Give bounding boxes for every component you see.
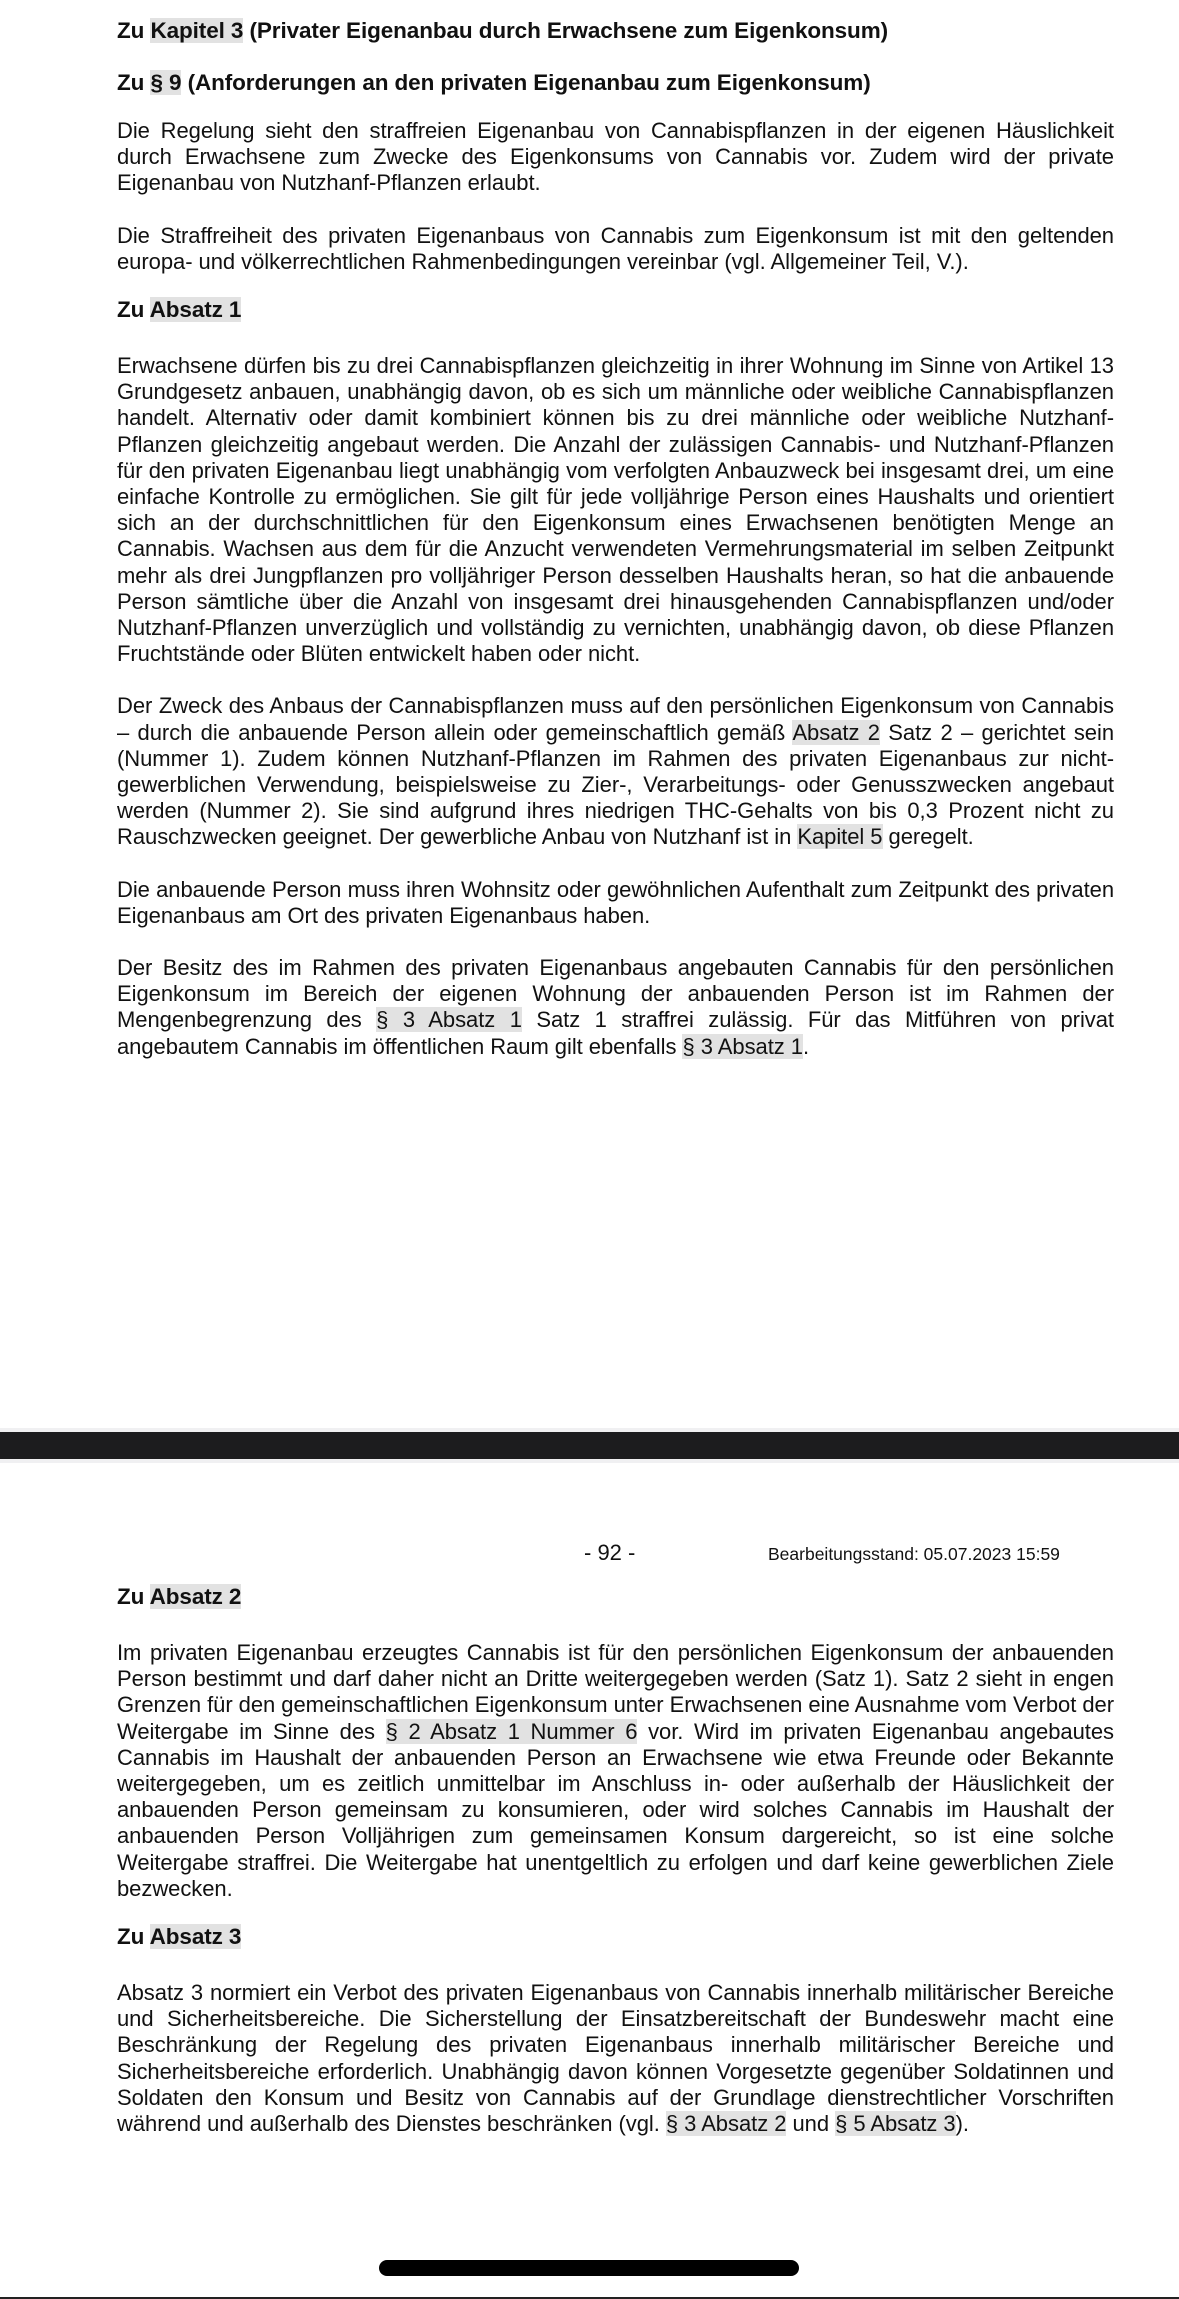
link-kapitel-5[interactable]: Kapitel 5	[797, 824, 883, 850]
link-absatz-3[interactable]: Absatz 3	[149, 1924, 242, 1950]
absatz-2-paragraph: Im privaten Eigenanbau erzeugtes Cannabis ist für den persönlichen Eigenkonsum der anbauenden Person bestimmt und darf daher nicht an Dritte weitergegeben werden (Satz 1). Satz 2 sieht in engen Grenzen für den gemeinschaftlichen Eigenkonsum unter Erwachsenen eine Ausnahme vom Verbot der Weitergabe im Sinne des § 2 Absatz 1 Nummer 6 vor. Wird im privaten Eigenanbau angebautes Cannabis im Haushalt der anbauenden Person an Erwachsene wie etwa Freunde oder Bekannte weitergegeben, um es zeitlich unmittelbar im Anschluss in- oder außerhalb der Häuslichkeit der anbauenden Person gemeinsam zu konsumieren, oder wird solches Cannabis im Haushalt der anbauenden Person Volljährigen zum gemeinsamen Konsum dargereicht, so ist eine solche Weitergabe straffrei. Die Weitergabe hat unentgeltlich zu erfolgen und darf keine gewerblichen Ziele bezwecken.	[117, 1640, 1114, 1901]
page-gap	[0, 1459, 1179, 1463]
page-separator	[0, 1432, 1179, 1459]
page-number: - 92 -	[584, 1540, 636, 1565]
absatz-1-heading: Zu Absatz 1	[117, 297, 242, 323]
home-indicator[interactable]	[379, 2260, 799, 2276]
document-page-91	[117, 14, 1114, 1060]
absatz-1-paragraph: Erwachsene dürfen bis zu drei Cannabispflanzen gleichzeitig in ihrer Wohnung im Sinne von Artikel 13 Grundgesetz anbauen, unabhängig davon, ob es sich um männliche oder weibliche Cannabispflanzen handelt. Alternativ oder damit kombiniert können bis zu drei männliche oder weibliche Nutzhanf-Pflanzen gleichzeitig angebaut werden. Die Anzahl der zulässigen Cannabis- und Nutzhanf-Pflanzen für den privaten Eigenanbau liegt unabhängig vom verfolgten Anbauzweck bei insgesamt drei, um eine einfache Kontrolle zu ermöglichen. Sie gilt für jede volljährige Person eines Haushalts und orientiert sich an der durchschnittlichen für den Eigenkonsum eines Erwachsenen benötigten Menge an Cannabis. Wachsen aus dem für die Anzucht verwendeten Vermehrungsmaterial im selben Zeitpunkt mehr als drei Jungpflanzen pro volljähriger Person desselben Haushalts heran, so hat die anbauende Person sämtliche über die Anzahl von insgesamt drei hinausgehenden Cannabispflanzen und/oder Nutzhanf-Pflanzen unverzüglich und vollständig zu vernichten, unabhängig davon, ob diese Pflanzen Fruchtstände oder Blüten entwickelt haben oder nicht.	[117, 353, 1114, 667]
absatz-1-paragraph: Der Besitz des im Rahmen des privaten Eigenanbaus angebauten Cannabis für den persönlichen Eigenkonsum im Bereich der eigenen Wohnung der anbauenden Person ist im Rahmen der Mengenbegrenzung des § 3 Absatz 1 Satz 1 straffrei zulässig. Für das Mitführen von privat angebautem Cannabis im öffentlichen Raum gilt ebenfalls § 3 Absatz 1.	[117, 955, 1114, 1059]
link-absatz-2[interactable]: Absatz 2	[149, 1584, 242, 1609]
absatz-1-paragraph: Die anbauende Person muss ihren Wohnsitz oder gewöhnlichen Aufenthalt zum Zeitpunkt des privaten Eigenanbaus am Ort des privaten Eigenanbaus haben.	[117, 876, 1114, 928]
intro-paragraph: Die Straffreiheit des privaten Eigenanbaus von Cannabis zum Eigenkonsum ist mit den geltenden europa- und völkerrechtlichen Rahmenbedingungen vereinbar (vgl. Allgemeiner Teil, V.).	[117, 222, 1114, 274]
link-paragraph-3-absatz-1[interactable]: § 3 Absatz 1	[376, 1007, 522, 1033]
link-paragraph-5-absatz-3[interactable]: § 5 Absatz 3	[835, 2111, 956, 2137]
absatz-3-paragraph: Absatz 3 normiert ein Verbot des privaten Eigenanbaus von Cannabis innerhalb militärischer Bereiche und Sicherheitsbereiche. Die Sicherstellung der Einsatzbereitschaft der Bundeswehr macht eine Beschränkung der Regelung des privaten Eigenanbaus innerhalb militärischer Bereiche und Sicherheitsbereiche erforderlich. Unabhängig davon können Vorgesetzte gegenüber Soldatinnen und Soldaten den Konsum und Besitz von Cannabis auf der Grundlage dienstrechtlicher Vorschriften während und außerhalb des Dienstes beschränken (vgl. § 3 Absatz 2 und § 5 Absatz 3).	[117, 1980, 1114, 2137]
link-absatz-1[interactable]: Absatz 1	[149, 297, 242, 323]
absatz-2-heading: Zu Absatz 2	[117, 1584, 242, 1609]
link-paragraph-2-absatz-1-nummer-6[interactable]: § 2 Absatz 1 Nummer 6	[385, 1718, 638, 1744]
link-kapitel-3[interactable]: Kapitel 3	[150, 18, 244, 43]
link-paragraph-3-absatz-2[interactable]: § 3 Absatz 2	[665, 2111, 787, 2137]
link-paragraph-3-absatz-1[interactable]: § 3 Absatz 1	[682, 1033, 803, 1059]
section-heading: Zu § 9 (Anforderungen an den privaten Eigenanbau zum Eigenkonsum)	[117, 70, 871, 95]
chapter-heading: Zu Kapitel 3 (Privater Eigenanbau durch Erwachsene zum Eigenkonsum)	[117, 18, 889, 43]
absatz-3-heading: Zu Absatz 3	[117, 1924, 242, 1950]
edit-status: Bearbeitungsstand: 05.07.2023 15:59	[768, 1544, 1060, 1564]
absatz-1-paragraph: Der Zweck des Anbaus der Cannabispflanzen muss auf den persönlichen Eigenkonsum von Cannabis – durch die anbauende Person allein oder gemeinschaftlich gemäß Absatz 2 Satz 2 – gerichtet sein (Nummer 1). Zudem können Nutzhanf-Pflanzen im Rahmen des privaten Eigenanbaus zur nicht-gewerblichen Verwendung, beispielsweise zu Zier-, Verarbeitungs- oder Genusszwecken angebaut werden (Nummer 2). Sie sind aufgrund ihres niedrigen THC-Gehalts von bis 0,3 Prozent nicht zu Rauschzwecken geeignet. Der gewerbliche Anbau von Nutzhanf ist in Kapitel 5 geregelt.	[117, 693, 1114, 850]
link-paragraph-9[interactable]: § 9	[150, 70, 182, 95]
link-absatz-2[interactable]: Absatz 2	[792, 719, 880, 745]
document-page-92	[117, 1534, 1114, 2137]
intro-paragraph: Die Regelung sieht den straffreien Eigenanbau von Cannabispflanzen in der eigenen Häuslichkeit durch Erwachsene zum Zwecke des Eigenkonsums von Cannabis vor. Zudem wird der private Eigenanbau von Nutzhanf-Pflanzen erlaubt.	[117, 118, 1114, 196]
